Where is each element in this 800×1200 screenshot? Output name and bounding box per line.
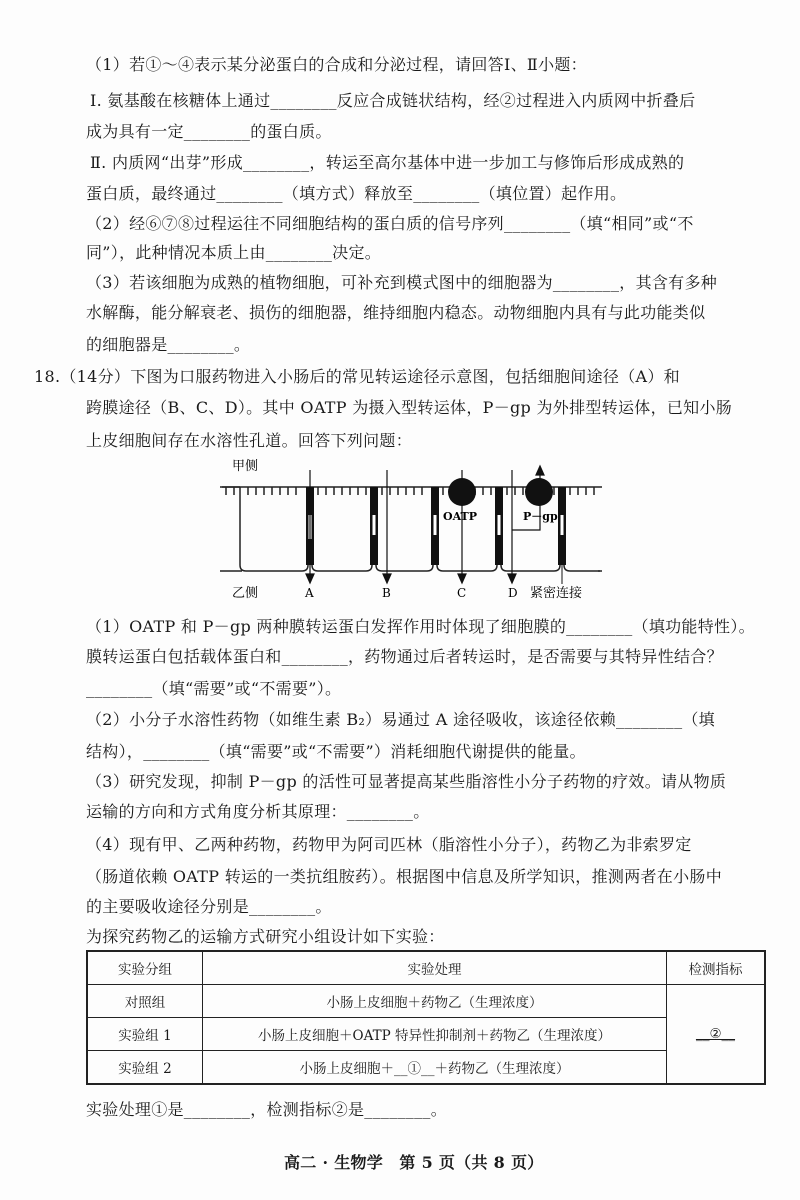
pgp-transporter — [525, 478, 553, 506]
oatp-transporter — [448, 478, 476, 506]
q18-part4-line2: （肠道依赖 OATP 转运的一类抗组胺药）。根据图中信息及所学知识，推测两者在小肠中 — [86, 867, 723, 886]
label-route-d: D — [508, 586, 518, 600]
q18-part2-line2: 结构），________（填“需要”或“不需要”）消耗细胞代谢提供的能量。 — [86, 742, 586, 761]
label-top-side: 甲侧 — [232, 459, 259, 474]
row-treatment: 小肠上皮细胞＋__①__＋药物乙（生理浓度） — [203, 1051, 667, 1085]
experiment-table — [86, 950, 766, 1085]
label-route-b: B — [382, 586, 391, 600]
q17-part1-i-line1: Ⅰ. 氨基酸在核糖体上通过________反应合成链状结构，经②过程进入内质网中折叠后 — [90, 91, 696, 110]
row-group: 实验组 1 — [87, 1018, 203, 1051]
transport-diagram — [0, 450, 800, 610]
experiment-intro: 为探究药物乙的运输方式研究小组设计如下实验： — [86, 927, 445, 946]
q18-part1-line1: （1）OATP 和 P－gp 两种膜转运蛋白发挥作用时体现了细胞膜的________（填功能特性）。 — [86, 617, 755, 636]
q18-part4-line3: 的主要吸收途径分别是________。 — [86, 897, 332, 916]
q17-part3-line2: 水解酶，能分解衰老、损伤的细胞器，维持细胞内稳态。动物细胞内具有与此功能类似 — [86, 303, 706, 322]
row-treatment: 小肠上皮细胞＋药物乙（生理浓度） — [203, 985, 667, 1018]
q17-part1-i-line2: 成为具有一定________的蛋白质。 — [86, 122, 332, 141]
header-indicator: 检测指标 — [667, 951, 766, 985]
q18-stem-line2: 跨膜途径（B、C、D）。其中 OATP 为摄入型转运体，P－gp 为外排型转运体，已知小肠 — [86, 398, 733, 417]
q17-part1-ii-line2: 蛋白质，最终通过________（填方式）释放至________（填位置）起作用。 — [86, 184, 627, 203]
q18-part3-line2: 运输的方向和方式角度分析其原理：________。 — [86, 802, 430, 821]
q18-part4-line1: （4）现有甲、乙两种药物，药物甲为阿司匹林（脂溶性小分子），药物乙为非索罗定 — [86, 835, 692, 854]
label-pgp: P－gp — [523, 510, 558, 523]
q18-stem-line3: 上皮细胞间存在水溶性孔道。回答下列问题： — [86, 431, 413, 450]
final-question: 实验处理①是________，检测指标②是________。 — [86, 1100, 448, 1119]
indicator-cell: __②__ — [667, 985, 766, 1085]
q18-part1-line3: ________（填“需要”或“不需要”）。 — [86, 679, 342, 698]
header-treatment: 实验处理 — [203, 951, 667, 985]
row-group: 实验组 2 — [87, 1051, 203, 1085]
page-footer: 高二 · 生物学 第 5 页（共 8 页） — [284, 1153, 544, 1172]
q18-part2-line1: （2）小分子水溶性药物（如维生素 B₂）易通过 A 途径吸收，该途径依赖________（填 — [86, 710, 715, 729]
q17-part2-line1: （2）经⑥⑦⑧过程运往不同细胞结构的蛋白质的信号序列________（填“相同”或“不 — [86, 214, 694, 233]
label-bottom-side: 乙侧 — [232, 586, 259, 601]
q17-part1-ii-line1: Ⅱ. 内质网“出芽”形成________，转运至高尔基体中进一步加工与修饰后形成成熟的 — [90, 153, 685, 172]
label-route-c: C — [457, 586, 467, 600]
q18-stem-line1: 18.（14分）下图为口服药物进入小肠后的常见转运途径示意图，包括细胞间途径（A）和 — [34, 367, 680, 386]
q17-part2-line2: 同”），此种情况本质上由________决定。 — [86, 243, 382, 262]
q18-part1-line2: 膜转运蛋白包括载体蛋白和________，药物通过后者转运时，是否需要与其特异性结合？ — [86, 647, 723, 666]
label-route-a: A — [305, 586, 314, 600]
label-tight-junction: 紧密连接 — [530, 586, 583, 601]
header-group: 实验分组 — [87, 951, 203, 985]
row-treatment: 小肠上皮细胞＋OATP 特异性抑制剂＋药物乙（生理浓度） — [203, 1018, 667, 1051]
label-oatp: OATP — [443, 510, 477, 523]
q17-part3-line3: 的细胞器是________。 — [86, 335, 251, 354]
q18-part3-line1: （3）研究发现，抑制 P－gp 的活性可显著提高某些脂溶性小分子药物的疗效。请从物质 — [86, 772, 727, 791]
row-group: 对照组 — [87, 985, 203, 1018]
q17-part1-intro: （1）若①～④表示某分泌蛋白的合成和分泌过程，请回答Ⅰ、Ⅱ小题： — [86, 55, 587, 74]
q17-part3-line1: （3）若该细胞为成熟的植物细胞，可补充到模式图中的细胞器为________，其含有多种 — [86, 273, 718, 292]
